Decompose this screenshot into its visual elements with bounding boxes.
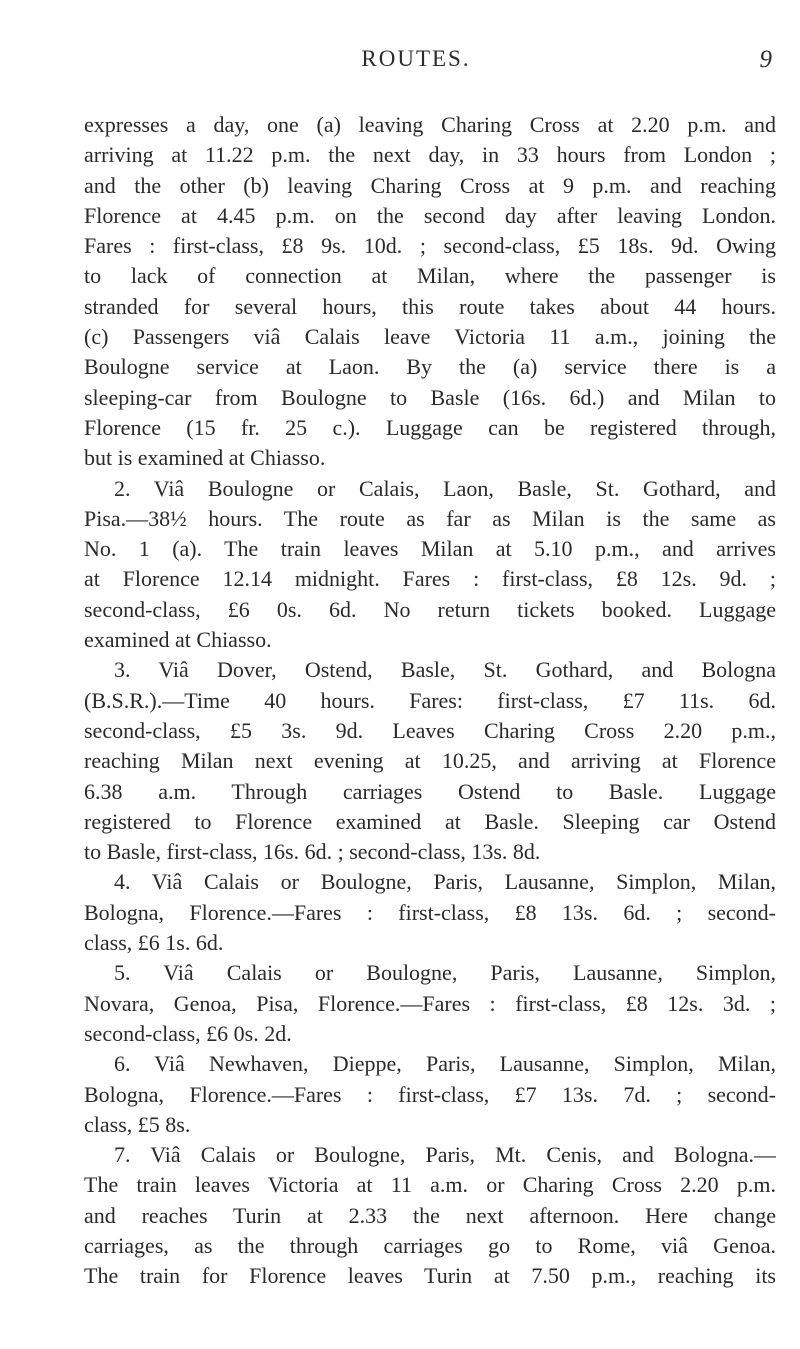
text-line: Florence (15 fr. 25 c.). Luggage can be registered through, [84,414,776,440]
text-line: second-class, £6 0s. 2d. [84,1020,292,1046]
text-line: but is examined at Chiasso. [84,445,326,471]
text-line: class, £6 1s. 6d. [84,930,224,956]
text-line: second-class, £5 3s. 9d. Leaves Charing Cross 2.20 p.m., [84,717,776,743]
text-line: to Basle, first-class, 16s. 6d. ; second-class, 13s. 8d. [84,839,541,865]
text-line: Bologna, Florence.—Fares : first-class, £8 13s. 6d. ; second- [84,899,776,925]
page-number: 9 [759,46,772,73]
text-line: examined at Chiasso. [84,627,272,653]
text-line: class, £5 8s. [84,1111,191,1137]
text-line: (c) Passengers viâ Calais leave Victoria 11 a.m., joining the [84,324,776,350]
text-line: 5. Viâ Calais or Boulogne, Paris, Lausanne, Simplon, [114,960,776,986]
text-line: 6.38 a.m. Through carriages Ostend to Basle. Luggage [84,778,776,804]
text-line: sleeping-car from Boulogne to Basle (16s. 6d.) and Milan to [84,384,776,410]
text-line: expresses a day, one (a) leaving Charing Cross at 2.20 p.m. and [84,112,776,137]
text-line: Florence at 4.45 p.m. on the second day after leaving London. [84,202,776,228]
text-line: The train leaves Victoria at 11 a.m. or Charing Cross 2.20 p.m. [84,1172,776,1198]
text-line: carriages, as the through carriages go to Rome, viâ Genoa. [84,1232,776,1258]
text-line: 2. Viâ Boulogne or Calais, Laon, Basle, St. Gothard, and [114,475,776,501]
text-line: No. 1 (a). The train leaves Milan at 5.10 p.m., and arrives [84,536,776,562]
running-title: ROUTES. [361,46,471,71]
text-line: and reaches Turin at 2.33 the next afternoon. Here change [84,1202,776,1228]
text-line: Boulogne service at Laon. By the (a) service there is a [84,354,776,380]
text-line: 3. Viâ Dover, Ostend, Basle, St. Gothard, and Bologna [114,657,776,683]
text-line: 6. Viâ Newhaven, Dieppe, Paris, Lausanne, Simplon, Milan, [114,1051,776,1077]
text-line: Fares : first-class, £8 9s. 10d. ; second-class, £5 18s. 9d. Owing [84,233,776,259]
body-text [84,110,776,1292]
text-line: (B.S.R.).—Time 40 hours. Fares: first-class, £7 11s. 6d. [84,687,776,713]
text-line: to lack of connection at Milan, where the passenger is [84,263,776,289]
running-head [60,46,772,80]
text-line: 7. Viâ Calais or Boulogne, Paris, Mt. Cenis, and Bologna.— [114,1142,776,1168]
text-line: Novara, Genoa, Pisa, Florence.—Fares : first-class, £8 12s. 3d. ; [84,990,776,1016]
text-line: Bologna, Florence.—Fares : first-class, £7 13s. 7d. ; second- [84,1081,776,1107]
text-line: 4. Viâ Calais or Boulogne, Paris, Lausanne, Simplon, Milan, [114,869,776,895]
text-line: stranded for several hours, this route takes about 44 hours. [84,293,776,319]
text-line: second-class, £6 0s. 6d. No return tickets booked. Luggage [84,596,776,622]
text-line: and the other (b) leaving Charing Cross at 9 p.m. and reaching [84,172,776,198]
text-line: reaching Milan next evening at 10.25, and arriving at Florence [84,748,776,774]
text-line: The train for Florence leaves Turin at 7.50 p.m., reaching its [84,1263,776,1289]
text-line: Pisa.—38½ hours. The route as far as Milan is the same as [84,505,776,531]
text-line: at Florence 12.14 midnight. Fares : first-class, £8 12s. 9d. ; [84,566,776,592]
text-line: arriving at 11.22 p.m. the next day, in 33 hours from London ; [84,142,776,168]
text-line: registered to Florence examined at Basle. Sleeping car Ostend [84,808,776,834]
